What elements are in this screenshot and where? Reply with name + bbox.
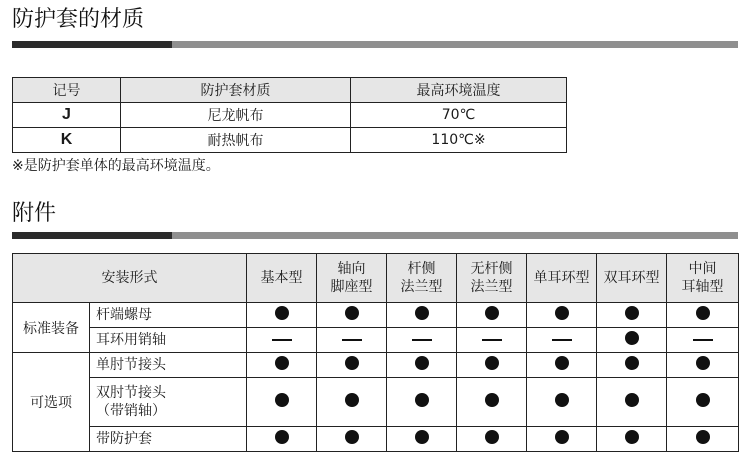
availability-cell: [317, 353, 387, 378]
availability-cell: [457, 328, 527, 353]
availability-cell: [247, 353, 317, 378]
filled-circle-icon: [415, 430, 429, 444]
availability-cell: [667, 328, 739, 353]
filled-circle-icon: [555, 306, 569, 320]
material-row: [13, 128, 567, 153]
accessory-row: [13, 303, 739, 328]
accessory-item: 耳环用销轴: [90, 328, 247, 353]
accessory-row: [13, 328, 739, 353]
filled-circle-icon: [485, 393, 499, 407]
section-rule-material: [12, 41, 738, 48]
material-code: J: [13, 103, 121, 128]
header-max-temp: 最高环境温度: [351, 78, 567, 103]
filled-circle-icon: [275, 393, 289, 407]
header-col-center-trunnion: 中间 耳轴型: [667, 254, 739, 303]
material-code: K: [13, 128, 121, 153]
section-rule-accessories: [12, 232, 738, 239]
availability-cell: [527, 328, 597, 353]
availability-cell: [597, 303, 667, 328]
filled-circle-icon: [275, 430, 289, 444]
filled-circle-icon: [275, 306, 289, 320]
availability-cell: [527, 353, 597, 378]
availability-cell: [317, 378, 387, 427]
filled-circle-icon: [345, 306, 359, 320]
filled-circle-icon: [345, 430, 359, 444]
availability-cell: [597, 328, 667, 353]
availability-cell: [317, 427, 387, 452]
filled-circle-icon: [625, 356, 639, 370]
availability-cell: [457, 427, 527, 452]
accessory-item: 双肘节接头 （带销轴）: [90, 378, 247, 427]
availability-cell: [527, 303, 597, 328]
header-code: 记号: [13, 78, 121, 103]
header-col-rod-flange: 杆侧 法兰型: [387, 254, 457, 303]
filled-circle-icon: [345, 393, 359, 407]
dash-icon: [272, 339, 292, 341]
availability-cell: [667, 353, 739, 378]
accessory-row: [13, 427, 739, 452]
availability-cell: [667, 427, 739, 452]
material-header-row: [13, 78, 567, 103]
accessory-row: [13, 378, 739, 427]
availability-cell: [457, 353, 527, 378]
filled-circle-icon: [345, 356, 359, 370]
availability-cell: [527, 378, 597, 427]
availability-cell: [387, 378, 457, 427]
header-col-head-flange: 无杆侧 法兰型: [457, 254, 527, 303]
filled-circle-icon: [415, 393, 429, 407]
header-col-axial-foot: 轴向 脚座型: [317, 254, 387, 303]
filled-circle-icon: [485, 430, 499, 444]
filled-circle-icon: [696, 393, 710, 407]
header-col-double-clevis: 双耳环型: [597, 254, 667, 303]
dash-icon: [412, 339, 432, 341]
section-title-material: 防护套的材质: [12, 7, 145, 32]
availability-cell: [667, 303, 739, 328]
header-col-single-clevis: 单耳环型: [527, 254, 597, 303]
availability-cell: [667, 378, 739, 427]
material-temp: 70℃: [351, 103, 567, 128]
header-mount-type: 安装形式: [13, 254, 247, 303]
availability-cell: [457, 378, 527, 427]
accessories-table: [12, 253, 739, 452]
material-footnote: ※是防护套单体的最高环境温度。: [12, 158, 220, 174]
filled-circle-icon: [555, 393, 569, 407]
availability-cell: [387, 328, 457, 353]
availability-cell: [457, 303, 527, 328]
availability-cell: [317, 303, 387, 328]
filled-circle-icon: [696, 306, 710, 320]
dash-icon: [693, 339, 713, 341]
accessory-item: 杆端螺母: [90, 303, 247, 328]
material-table: [12, 77, 567, 153]
accessory-group: 可选项: [13, 353, 90, 452]
availability-cell: [527, 427, 597, 452]
dash-icon: [552, 339, 572, 341]
filled-circle-icon: [415, 306, 429, 320]
accessory-group: 标准装备: [13, 303, 90, 353]
filled-circle-icon: [555, 356, 569, 370]
accessory-row: [13, 353, 739, 378]
header-col-basic: 基本型: [247, 254, 317, 303]
filled-circle-icon: [625, 430, 639, 444]
filled-circle-icon: [696, 356, 710, 370]
filled-circle-icon: [555, 430, 569, 444]
availability-cell: [387, 353, 457, 378]
filled-circle-icon: [415, 356, 429, 370]
availability-cell: [247, 427, 317, 452]
filled-circle-icon: [485, 356, 499, 370]
header-material: 防护套材质: [121, 78, 351, 103]
availability-cell: [247, 303, 317, 328]
filled-circle-icon: [625, 306, 639, 320]
availability-cell: [597, 378, 667, 427]
availability-cell: [597, 353, 667, 378]
material-row: [13, 103, 567, 128]
filled-circle-icon: [485, 306, 499, 320]
accessory-item: 单肘节接头: [90, 353, 247, 378]
availability-cell: [247, 378, 317, 427]
filled-circle-icon: [625, 393, 639, 407]
filled-circle-icon: [696, 430, 710, 444]
dash-icon: [342, 339, 362, 341]
availability-cell: [597, 427, 667, 452]
dash-icon: [482, 339, 502, 341]
material-name: 尼龙帆布: [121, 103, 351, 128]
accessory-item: 带防护套: [90, 427, 247, 452]
availability-cell: [387, 303, 457, 328]
availability-cell: [247, 328, 317, 353]
filled-circle-icon: [275, 356, 289, 370]
accessories-header-row: [13, 254, 739, 303]
material-name: 耐热帆布: [121, 128, 351, 153]
material-temp: 110℃※: [351, 128, 567, 153]
availability-cell: [317, 328, 387, 353]
filled-circle-icon: [625, 331, 639, 345]
section-title-accessories: 附件: [12, 201, 57, 226]
availability-cell: [387, 427, 457, 452]
